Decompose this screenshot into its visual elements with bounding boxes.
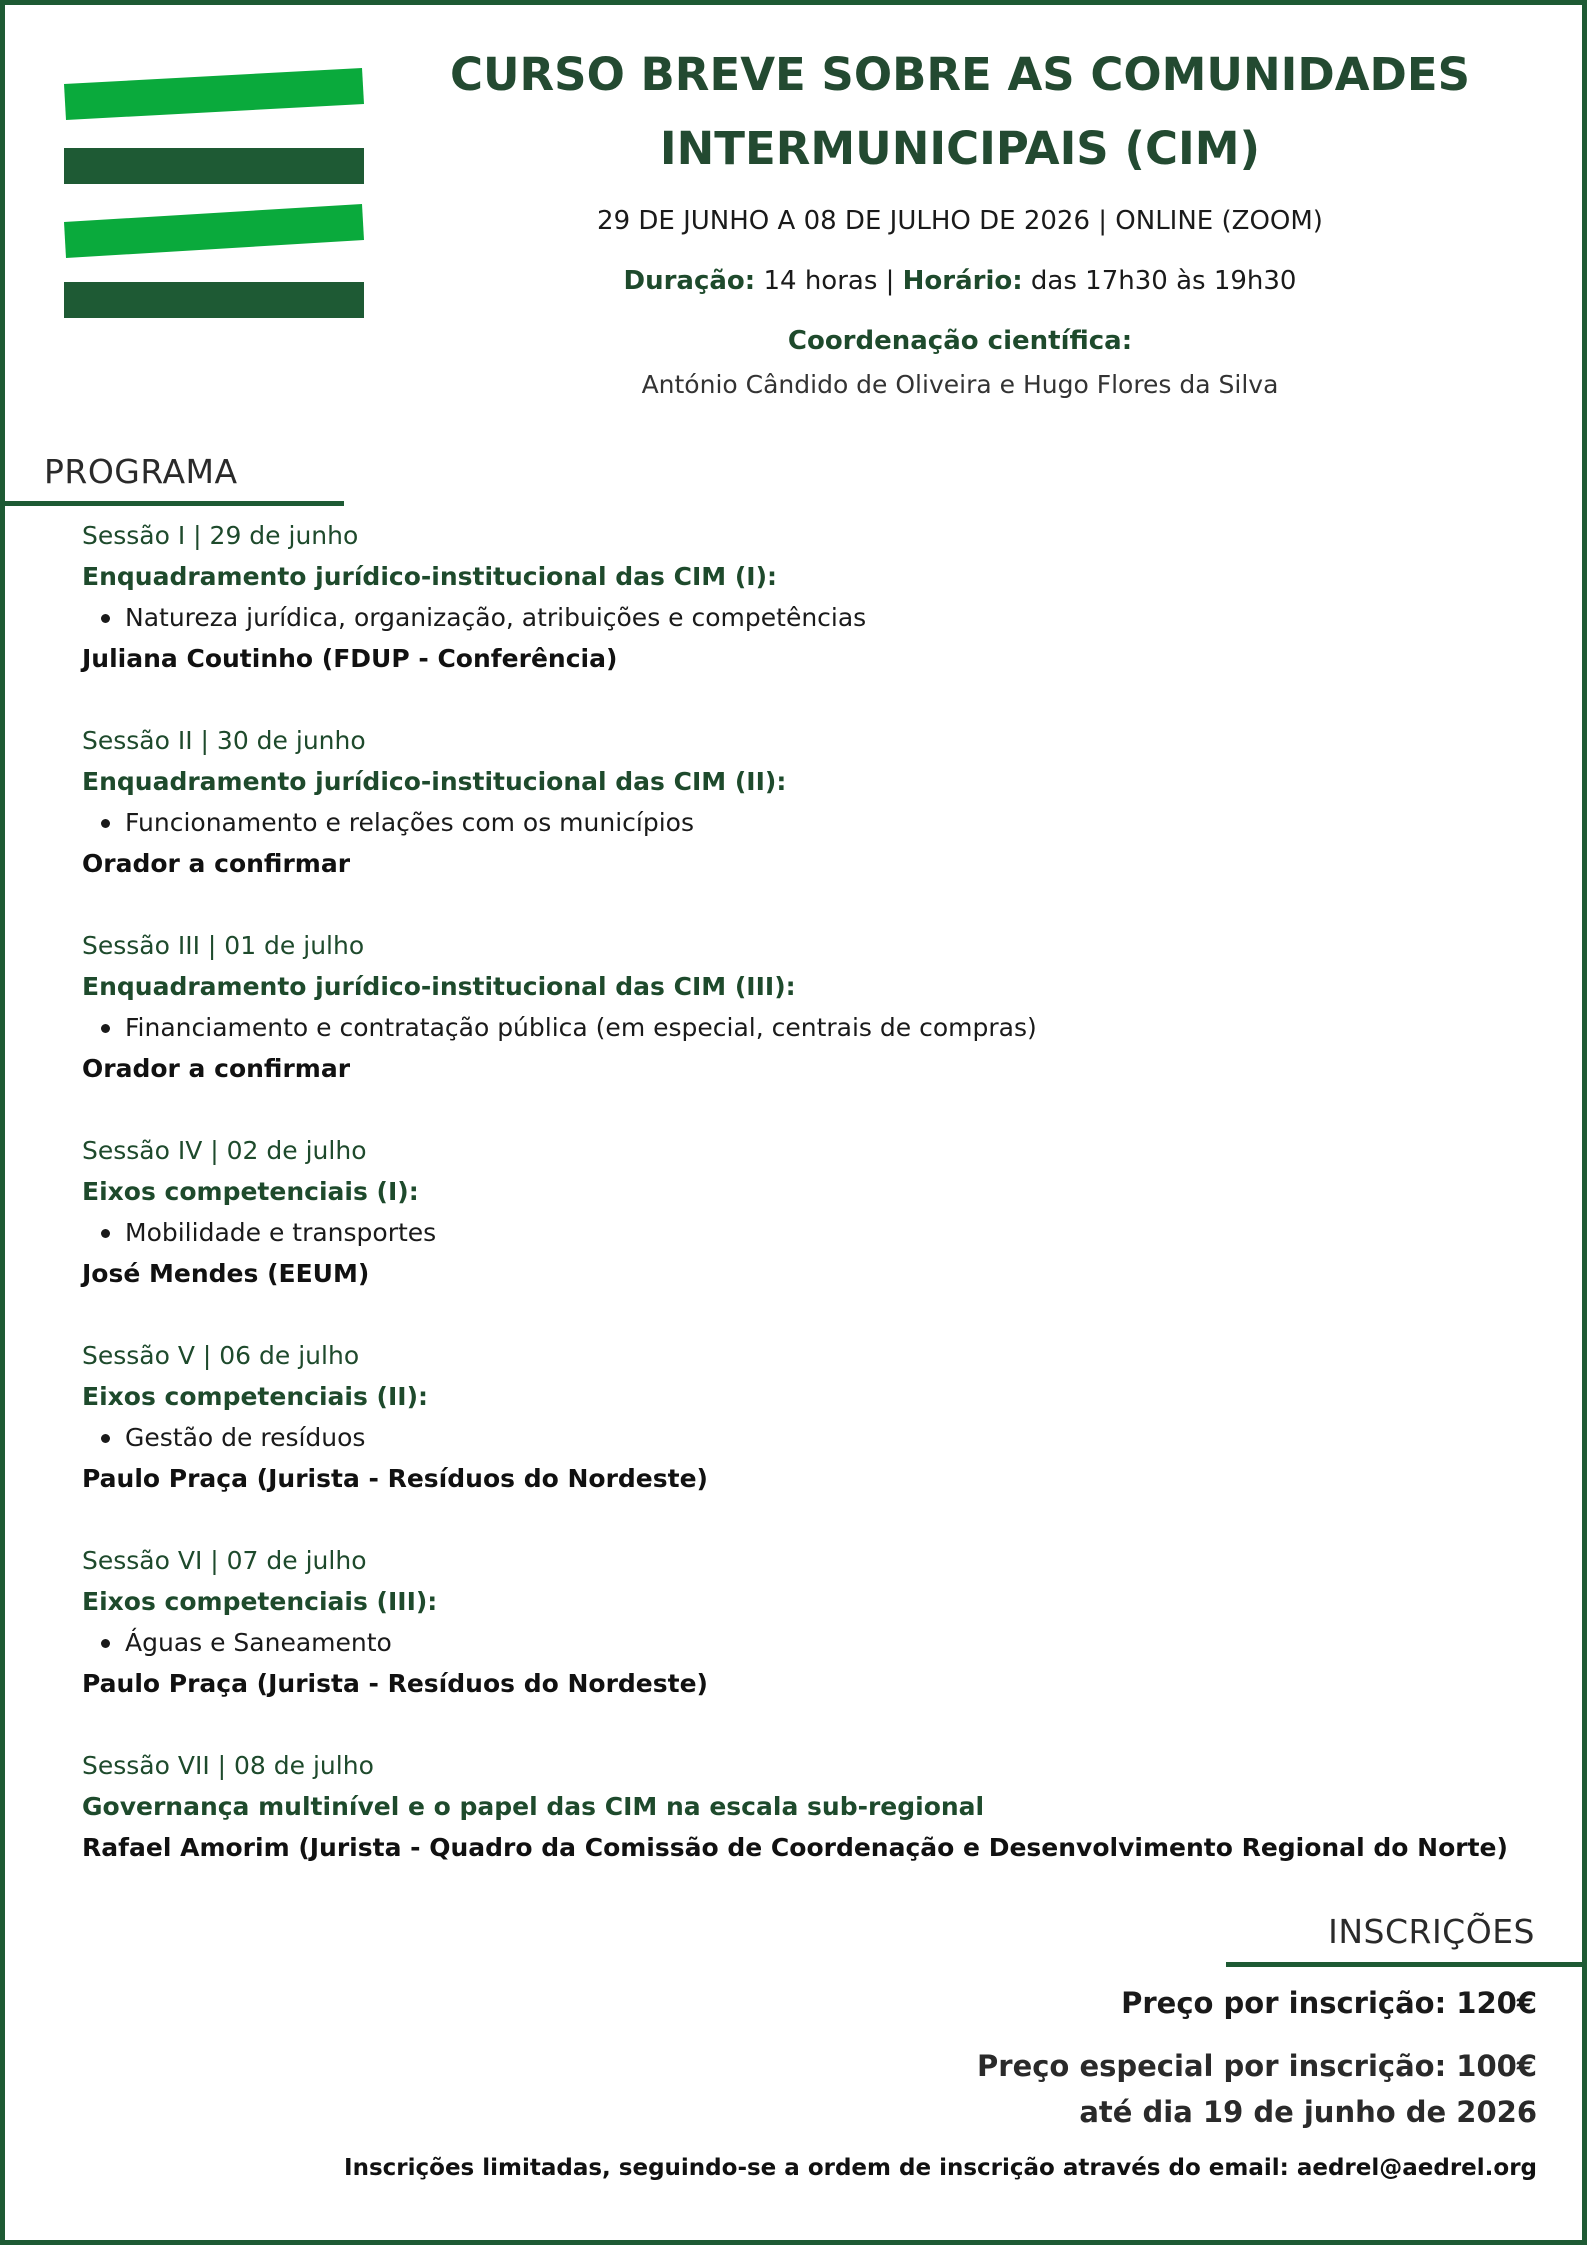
- logo-stripe-4: [64, 282, 364, 318]
- session-title: Eixos competenciais (III):: [82, 1587, 438, 1616]
- registration-note: Inscrições limitadas, seguindo-se a ordem de inscrição através do email: aedrel@aedrel.org: [344, 2155, 1537, 2181]
- session-title: Governança multinível e o papel das CIM na escala sub-regional: [82, 1792, 985, 1821]
- logo: [62, 62, 366, 322]
- coordination-names: António Cândido de Oliveira e Hugo Flores da Silva: [641, 370, 1279, 399]
- session-item: [82, 720, 1522, 884]
- header: [440, 38, 1480, 399]
- session-date: Sessão IV | 02 de julho: [82, 1136, 367, 1165]
- session-date: Sessão VII | 08 de julho: [82, 1751, 374, 1780]
- session-title: Enquadramento jurídico-institucional das CIM (III):: [82, 972, 796, 1001]
- session-title: Eixos competenciais (I):: [82, 1177, 419, 1206]
- special-price-deadline: até dia 19 de junho de 2026: [1079, 2095, 1537, 2129]
- logo-stripe-2: [64, 148, 364, 184]
- session-date: Sessão I | 29 de junho: [82, 521, 359, 550]
- session-date: Sessão II | 30 de junho: [82, 726, 366, 755]
- session-date: Sessão V | 06 de julho: [82, 1341, 360, 1370]
- session-item: [82, 1745, 1522, 1868]
- session-speaker: Juliana Coutinho (FDUP - Conferência): [82, 644, 618, 673]
- session-item: [82, 925, 1522, 1089]
- session-title: Eixos competenciais (II):: [82, 1382, 428, 1411]
- page-title-line-1: CURSO BREVE SOBRE AS COMUNIDADES: [449, 48, 1471, 101]
- session-speaker: Paulo Praça (Jurista - Resíduos do Nordeste): [82, 1464, 708, 1493]
- course-duration: [440, 266, 1480, 296]
- program-heading: PROGRAMA: [44, 452, 238, 491]
- session-speaker: José Mendes (EEUM): [82, 1259, 370, 1288]
- session-date: Sessão III | 01 de julho: [82, 931, 365, 960]
- session-speaker: Paulo Praça (Jurista - Resíduos do Nordeste): [82, 1669, 708, 1698]
- session-speaker: Orador a confirmar: [82, 849, 351, 878]
- session-topic: Gestão de resíduos: [82, 1417, 1522, 1458]
- registration-heading-underline: [1226, 1962, 1587, 1967]
- session-item: [82, 1540, 1522, 1704]
- schedule-label: Horário:: [902, 266, 1023, 296]
- session-topic: Financiamento e contratação pública (em especial, centrais de compras): [82, 1007, 1522, 1048]
- session-date: Sessão VI | 07 de julho: [82, 1546, 367, 1575]
- session-speaker: Rafael Amorim (Jurista - Quadro da Comissão de Coordenação e Desenvolvimento Regional do Norte): [82, 1833, 1508, 1862]
- session-title: Enquadramento jurídico-institucional das CIM (II):: [82, 767, 787, 796]
- program-list: [82, 515, 1522, 1909]
- session-topic: Natureza jurídica, organização, atribuições e competências: [82, 597, 1522, 638]
- session-item: [82, 1335, 1522, 1499]
- course-dates: 29 DE JUNHO A 08 DE JULHO DE 2026 | ONLINE (ZOOM): [597, 206, 1323, 236]
- session-topic: Funcionamento e relações com os municípios: [82, 802, 1522, 843]
- program-heading-underline: [4, 501, 344, 506]
- session-speaker: Orador a confirmar: [82, 1054, 351, 1083]
- schedule-value: das 17h30 às 19h30: [1022, 266, 1297, 296]
- session-item: [82, 515, 1522, 679]
- special-price: Preço especial por inscrição: 100€: [977, 2049, 1537, 2083]
- page-title: [440, 38, 1480, 186]
- duration-label: Duração:: [623, 266, 756, 296]
- coordination-label: Coordenação científica:: [787, 326, 1133, 356]
- session-topic: Mobilidade e transportes: [82, 1212, 1522, 1253]
- session-title: Enquadramento jurídico-institucional das CIM (I):: [82, 562, 778, 591]
- registration-price: Preço por inscrição: 120€: [1121, 1986, 1537, 2020]
- session-item: [82, 1130, 1522, 1294]
- registration-details: [337, 1980, 1537, 2181]
- page-title-line-2: INTERMUNICIPAIS (CIM): [659, 122, 1261, 175]
- session-topic: Águas e Saneamento: [82, 1622, 1522, 1663]
- registration-heading: INSCRIÇÕES: [1328, 1912, 1535, 1951]
- logo-stripe-1: [64, 68, 364, 120]
- logo-stripe-3: [64, 204, 364, 258]
- duration-value: 14 horas |: [755, 266, 903, 296]
